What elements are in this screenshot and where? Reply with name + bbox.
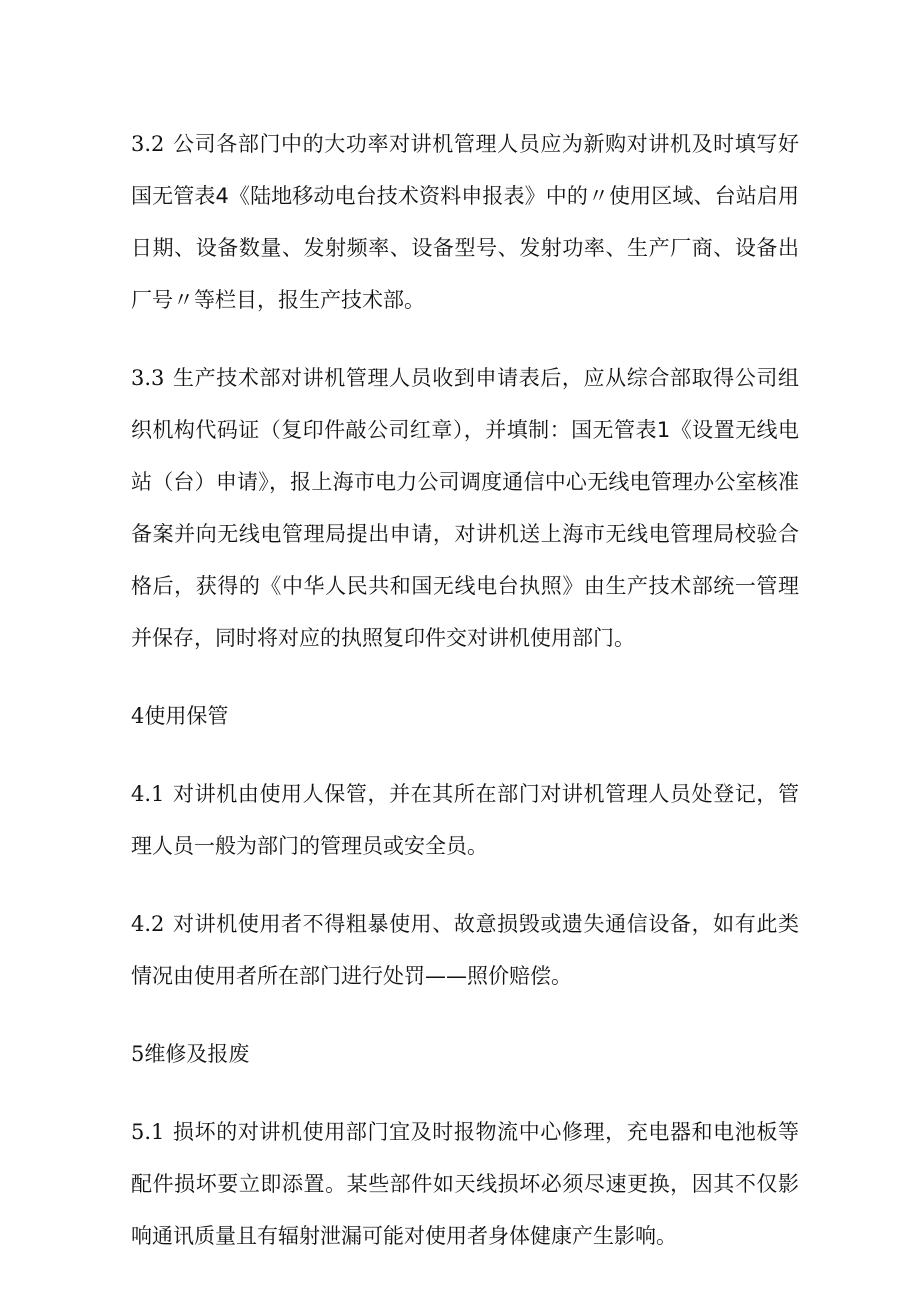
- clause-text: 损坏的对讲机使用部门宜及时报物流中心修理，充电器和电池板等配件损坏要立即添置。某些部件如天线损坏必须尽速更换，因其不仅影响通讯质量且有辐射泄漏可能对使用者身体健康产生影响。: [131, 1120, 799, 1248]
- clause-5-1: [131, 1106, 799, 1262]
- clause-3-3: [131, 352, 799, 664]
- section-number: 4: [131, 704, 145, 728]
- clause-text: 对讲机由使用人保管，并在其所在部门对讲机管理人员处登记，管理人员一般为部门的管理员或安全员。: [131, 782, 799, 858]
- section-title: 使用保管: [144, 704, 229, 728]
- section-heading-5: [131, 1028, 799, 1080]
- clause-number: 3.3: [131, 366, 165, 390]
- section-heading-4: [131, 690, 799, 742]
- clause-number: 4.2: [131, 912, 165, 936]
- section-title: 维修及报废: [144, 1042, 250, 1066]
- clause-text: 公司各部门中的大功率对讲机管理人员应为新购对讲机及时填写好国无管表4《陆地移动电台技术资料申报表》中的〃使用区域、台站启用日期、设备数量、发射频率、设备型号、发射功率、生产厂商、设备出厂号〃等栏目，报生产技术部。: [131, 132, 799, 312]
- section-number: 5: [131, 1042, 145, 1066]
- document-body: [131, 118, 799, 1288]
- clause-number: 5.1: [131, 1120, 165, 1144]
- clause-number: 3.2: [131, 132, 165, 156]
- clause-number: 4.1: [131, 782, 165, 806]
- clause-text: 对讲机使用者不得粗暴使用、故意损毁或遗失通信设备，如有此类情况由使用者所在部门进行处罚——照价赔偿。: [131, 912, 799, 988]
- clause-4-1: [131, 768, 799, 872]
- clause-4-2: [131, 898, 799, 1002]
- clause-text: 生产技术部对讲机管理人员收到申请表后，应从综合部取得公司组织机构代码证（复印件敲公司红章），并填制：国无管表1《设置无线电站（台）申请》，报上海市电力公司调度通信中心无线电管理办公室核准备案并向无线电管理局提出申请，对讲机送上海市无线电管理局校验合格后，获得的《中华人民共和国无线电台执照》由生产技术部统一管理并保存，同时将对应的执照复印件交对讲机使用部门。: [131, 366, 799, 650]
- clause-3-2: [131, 118, 799, 326]
